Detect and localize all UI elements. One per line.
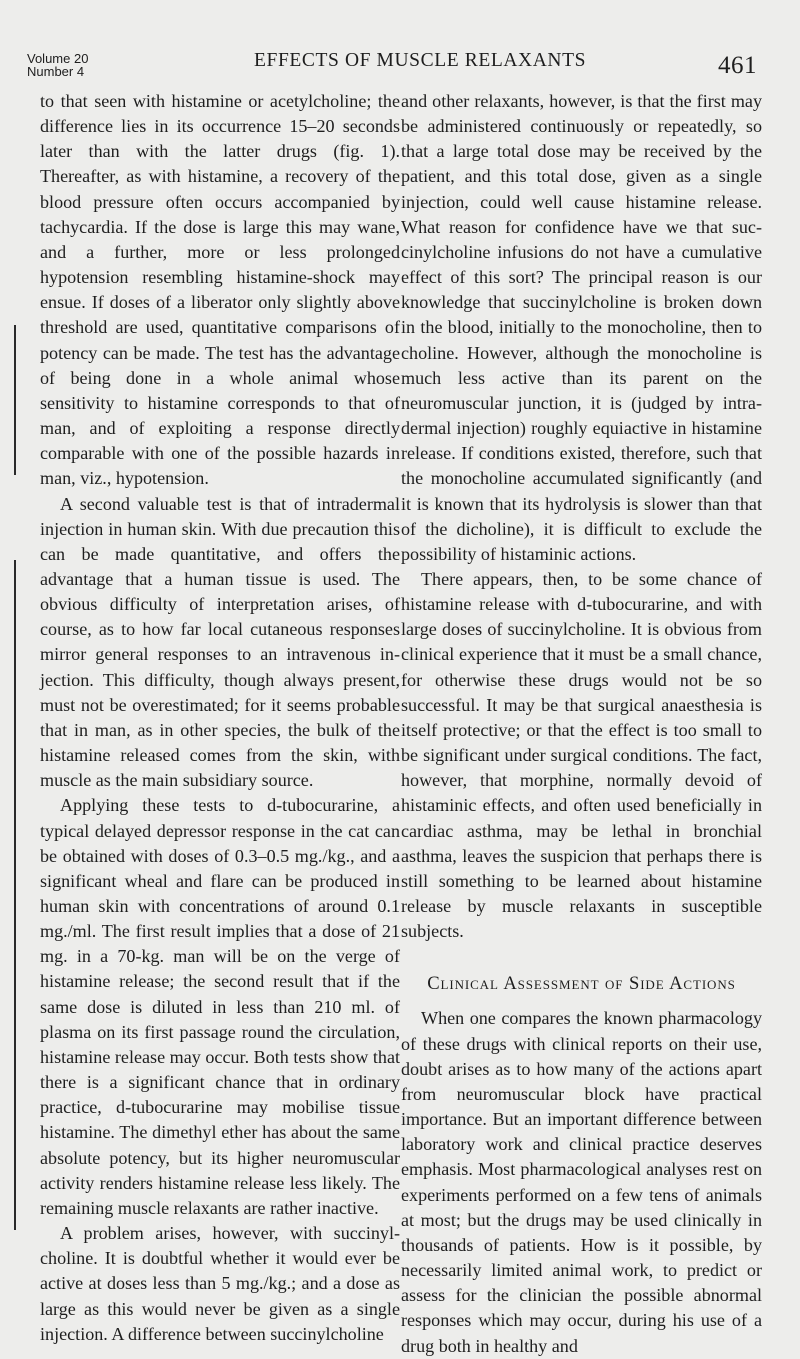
issue-number-label: Number 4 xyxy=(27,64,85,79)
scan-margin-line xyxy=(14,560,16,1230)
right-column xyxy=(401,89,762,1359)
section-heading: Clinical Assessment of Side Actions xyxy=(427,973,736,995)
left-column xyxy=(40,89,400,1347)
running-header xyxy=(0,44,800,88)
paragraph: There appears, then, to be some chance of histamine release with d-tubocurarine, and with large doses of succinylcholine. It is obvious from clinical experience that it must be a small chance, for otherwise these drugs would not be so successful. It may be that surgical anaesthesia is itself protective; or that the effect is too small to be significant under surgical conditions. The fact, however, that morphine, normally devoid of histaminic effects, and often used beneficially in cardiac asthma, may be lethal in bronchial asthma, leaves the suspicion that perhaps there is still something to be learned about histamine release by muscle relaxants in susceptible subjects. xyxy=(401,568,762,942)
paragraph: A problem arises, however, with succinylcholine. It is doubtful whether it would ever be active at doses less than 5 mg./kg.; and a dose as large as this would never be given as a single injection. A difference between succinylcholine xyxy=(40,1223,400,1344)
paragraph: Applying these tests to d-tubocurarine, a typical delayed depressor response in the cat can be obtained with doses of 0.3–0.5 mg./kg., and a significant wheal and flare can be produced in human skin with concentrations of around 0.1 mg./ml. The first result implies that a dose of 21 mg. in a 70-kg. man will be on the verge of histamine release; the second result that if the same dose is diluted in less than 210 ml. of plasma on its first passage round the circulation, histamine release may occur. Both tests show that there is a significant chance that in ordinary practice, d-tubocurarine may mobilise tissue histamine. The dimethyl ether has about the same absolute potency, but its higher neuromuscular activity renders histamine release less likely. The remaining muscle relaxants are rather inactive. xyxy=(40,795,400,1218)
paragraph: A second valuable test is that of intradermal injection in human skin. With due precaution this can be made quantitative, and offers the advantage that a human tissue is used. The obvious difficulty of interpretation arises, of course, as to how far local cutaneous responses mirror general responses to an intravenous injection. This difficulty, though always present, must not be overestimated; for it seems probable that in man, as in other species, the bulk of the histamine released comes from the skin, with muscle as the main subsidiary source. xyxy=(40,493,400,791)
page-number: 461 xyxy=(718,52,757,79)
article-running-title: EFFECTS OF MUSCLE RELAXANTS xyxy=(254,50,587,71)
scan-margin-line xyxy=(14,325,16,475)
paragraph: to that seen with histamine or acetylcholine; the difference lies in its occurrence 15–20 seconds later than with the latter drugs (fig. 1). Thereafter, as with histamine, a recovery of the blood pressure often occurs accompanied by tachycardia. If the dose is large this may wane, and a further, more or less prolonged hypotension resembling histamine-shock may ensue. If doses of a liberator only slightly above threshold are used, quantitative comparisons of potency can be made. The test has the advantage of being done in a whole animal whose sensitivity to histamine corresponds to that of man, and of exploiting a response directly comparable with one of the possible hazards in man, viz., hypotension. xyxy=(40,91,400,489)
paragraph: and other relaxants, however, is that the first may be administered continuously or repeatedly, so that a large total dose may be received by the patient, and this total dose, given as a single injection, could well cause histamine release. What reason for confidence have we that succinylcholine infusions do not have a cumulative effect of this sort? The principal reason is our knowledge that succinylcholine is broken down in the blood, initially to the monocholine, then to choline. However, although the monocholine is much less active than its parent on the neuromuscular junction, it is (judged by intradermal injection) roughly equiactive in histamine release. If conditions existed, therefore, such that the monocholine accumulated significantly (and it is known that its hydrolysis is slower than that of the dicholine), it is difficult to exclude the possibility of histaminic actions. xyxy=(401,91,762,564)
volume-number-label xyxy=(27,52,88,78)
volume-label: Volume 20 xyxy=(27,51,89,66)
paragraph: When one compares the known pharmacology of these drugs with clinical reports on their use, doubt arises as to how many of the actions apart from neuromuscular block have practical importance. But an important difference between laboratory work and clinical practice deserves emphasis. Most pharmacological analyses rest on experiments performed on a few tens of animals at most; but the drugs may be used clinically in thousands of patients. How is it possible, by necessarily limited animal work, to predict or assess for the clinician the possible abnormal responses which may occur, during his use of a drug both in healthy and xyxy=(401,1008,762,1356)
